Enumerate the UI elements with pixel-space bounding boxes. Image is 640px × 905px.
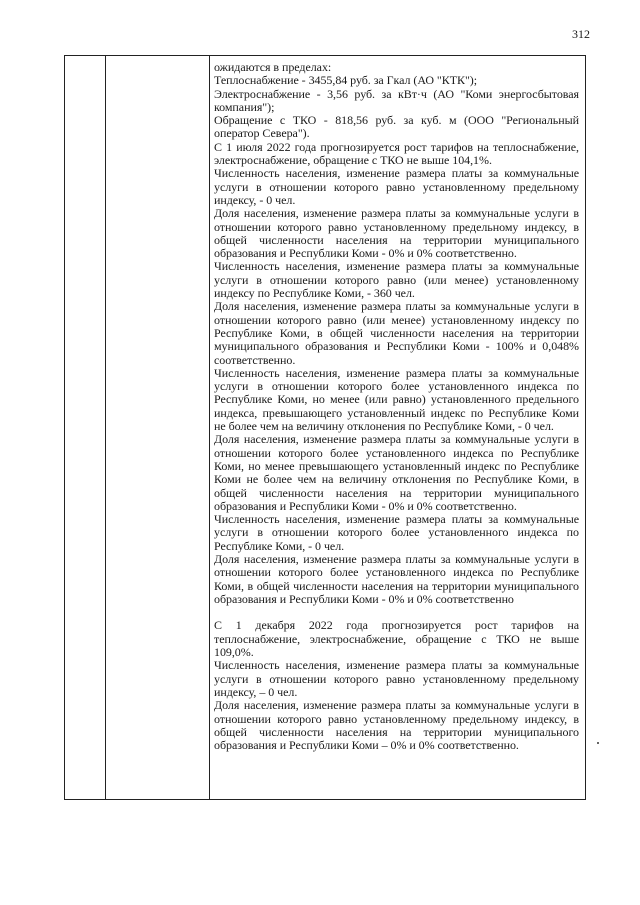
paragraph-share-above: Доля населения, изменение размера платы за коммунальные услуги в отношении которого более установленного индекса по Республике Коми, в общей численности населения на территории муниципального образования и Республики Коми - 0% и 0% соответственно bbox=[214, 551, 579, 606]
paragraph-population-equal-or-less: Численность населения, изменение размера платы за коммунальные услуги в отношении которого равно (или менее) установленному индексу по Республике Коми, - 360 чел. bbox=[214, 259, 579, 301]
table-row bbox=[65, 56, 586, 800]
empty-cell-second-column bbox=[106, 56, 210, 800]
paragraph-share-equal-or-less: Доля населения, изменение размера платы за коммунальные услуги в отношении которого равно (или менее) установленному индексу по Республике Коми, в общей численности населения на территории муниципального образования и Республики Коми - 100% и 0,048% соответственно. bbox=[214, 299, 579, 367]
paragraph-population-above-within-deviation: Численность населения, изменение размера платы за коммунальные услуги в отношении которого более установленного индекса по Республике Коми, но менее (или равно) установленного предельного индекса, превышающего установленный индекс по Республике Коми не более чем на величину отклонения по Республике Коми, - 0 чел. bbox=[214, 365, 579, 434]
empty-cell-first-column bbox=[65, 56, 106, 800]
paragraph-december-share-equal-limit: Доля населения, изменение размера платы за коммунальные услуги в отношении которого равно установленному предельному индексу, в общей численности населения на территории муниципального образования и Республики Коми – 0% и 0% соответственно. bbox=[214, 698, 579, 753]
paragraph-heat-supply: Теплоснабжение - 3455,84 руб. за Гкал (АО "КТК"); bbox=[214, 73, 478, 88]
paragraph-electricity: Электроснабжение - 3,56 руб. за кВт·ч (АО "Коми энергосбытовая компания"); bbox=[214, 86, 579, 114]
paragraph-population-equal-limit: Численность населения, изменение размера платы за коммунальные услуги в отношении которого равно установленному предельному индексу, - 0 чел. bbox=[214, 166, 579, 207]
paragraph-july-forecast: С 1 июля 2022 года прогнозируется рост тарифов на теплоснабжение, электроснабжение, обращение с ТКО не выше 104,1%. bbox=[214, 139, 579, 168]
page-number: 312 bbox=[572, 27, 590, 41]
blank-line bbox=[214, 606, 579, 619]
paragraph-share-equal-limit: Доля населения, изменение размера платы за коммунальные услуги в отношении которого равно установленному предельному индексу, в общей численности населения на территории муниципального образования и Республики Коми - 0% и 0% соответственно. bbox=[214, 206, 579, 261]
paragraph-waste: Обращение с ТКО - 818,56 руб. за куб. м (ООО "Региональный оператор Севера"). bbox=[214, 113, 579, 141]
document-table bbox=[64, 55, 586, 800]
paragraph-december-forecast: С 1 декабря 2022 года прогнозируется рост тарифов на теплоснабжение, электроснабжение, обращение с ТКО не выше 109,0%. bbox=[214, 618, 579, 660]
text-cell bbox=[210, 56, 586, 800]
scan-speck bbox=[597, 742, 599, 744]
paragraph-share-above-within-deviation: Доля населения, изменение размера платы за коммунальные услуги в отношении которого более установленного индекса по Республике Коми, но менее превышающего установленный индекс по Республике Коми не более чем на величину отклонения по Республике Коми, в общей численности населения на территории муниципального образования и Республики Коми - 0% и 0% соответственно. bbox=[214, 432, 579, 513]
paragraph-december-population-equal-limit: Численность населения, изменение размера платы за коммунальные услуги в отношении которого равно установленному предельному индексу, – 0 чел. bbox=[214, 658, 579, 699]
paragraph-population-above: Численность населения, изменение размера платы за коммунальные услуги в отношении которого более установленного индекса по Республике Коми, - 0 чел. bbox=[214, 512, 579, 553]
paragraph-expected-range: ожидаются в пределах: bbox=[214, 60, 332, 74]
